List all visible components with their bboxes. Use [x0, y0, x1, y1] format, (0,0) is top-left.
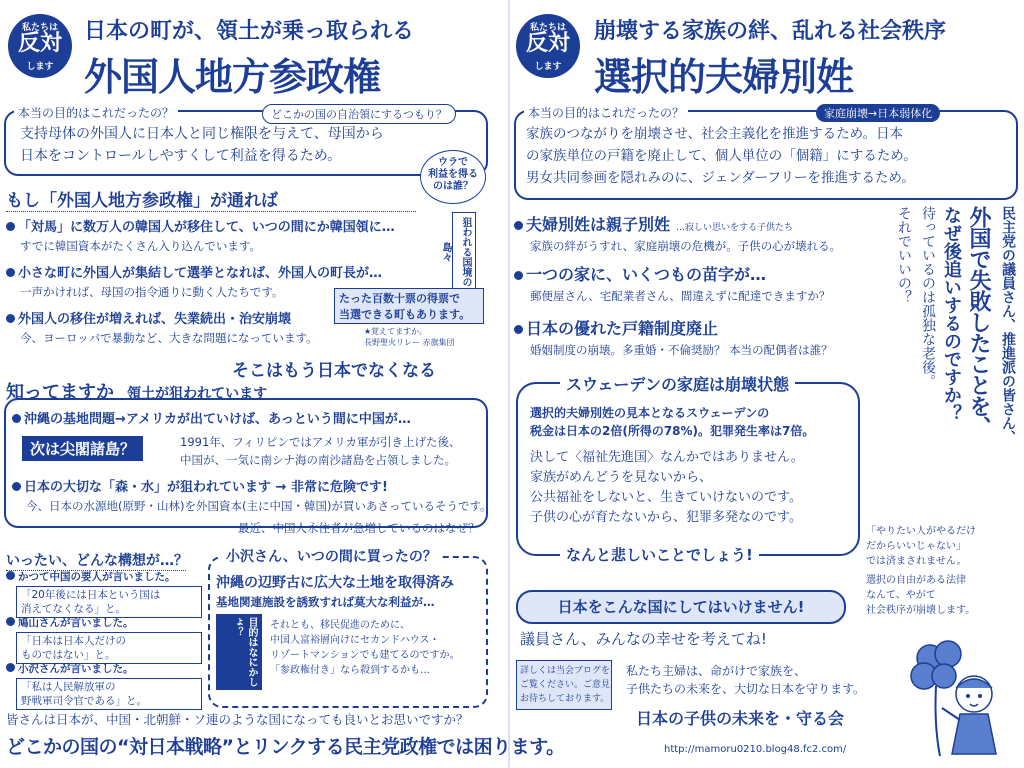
housewife-line-2: 子供たちの未来を、大切な日本を守ります。	[626, 682, 866, 696]
left-item-1-body: すでに韓国資本がたくさん入り込んでいます。	[20, 239, 261, 253]
remember-line-1: ★覚えてますか。	[364, 327, 428, 336]
remember-note	[364, 326, 455, 348]
left-item-3-text: 外国人の移住が増えれば、失業続出・治安崩壊	[18, 312, 292, 327]
badge-main-text: 反対	[17, 31, 62, 56]
bullet-icon	[514, 325, 523, 334]
right-purpose-line-3: 男女共同参画を隠れみのに、ジェンダーフリーを推進するため。	[526, 170, 915, 186]
ozawa-title: 小沢さん、いつの間に買ったの？	[222, 546, 441, 566]
badge-bottom-text: します	[534, 62, 562, 72]
left-question: 本当の目的はこれだったの？	[14, 104, 178, 121]
sweden-title: スウェーデンの家庭は崩壊状態	[560, 372, 795, 395]
housewife-message	[626, 662, 865, 698]
right-item-2-title	[514, 262, 766, 285]
vertical-message-col-2: 外国で失敗したことを、	[966, 206, 991, 437]
side-note-line-1: 「やりたい人がやるだけ	[866, 526, 976, 537]
quote-3	[6, 662, 202, 710]
left-title: 外国人地方参政権	[84, 55, 381, 99]
right-purpose-line-1: 家族のつながりを崩壊させ、社会主義化を推進するため。日本	[526, 126, 904, 142]
badge-main-text: 反対	[525, 31, 570, 56]
bullet-icon	[6, 222, 15, 231]
sweden-body-line-2: 家族がめんどうを見ないから、	[530, 470, 713, 485]
right-item-3-title	[514, 316, 718, 339]
forest-title-text: 日本の大切な「森・水」が狙われています → 非常に危険です!	[24, 480, 388, 495]
bubble-line-1: ウラで	[438, 157, 468, 168]
org-url: http://mamoru0210.blog48.fc2.com/	[664, 744, 847, 755]
forest-title	[12, 476, 388, 495]
right-item-3-body: 婚姻制度の崩壊。多重婚・不倫奨励？ 本当の配偶者は誰？	[530, 343, 833, 357]
okinawa-title-text: 沖縄の基地問題→アメリカが出ていけば、あっという間に中国が…	[24, 412, 411, 427]
concept-heading: いったい、どんな構想が…？	[6, 550, 186, 571]
sweden-body-line-4: 子供の心が育たないから、犯罪多発なのです。	[530, 510, 802, 525]
quote-2-line-2: ものではない」と。	[21, 649, 116, 661]
blog-note-line-3: お待ちしております。	[520, 694, 610, 704]
vertical-message-col-3: なぜ後追いするのですか？	[941, 206, 962, 422]
org-name: 日本の子供の未来を・守る会	[636, 709, 845, 728]
right-purpose-line-2: の家族単位の戸籍を廃止して、個人単位の「個籍」にするため。	[526, 148, 917, 164]
badge-bottom-text: します	[26, 62, 54, 72]
left-item-2-text: 小さな町に外国人が集結して選挙となれば、外国人の町長が…	[18, 266, 383, 281]
sad-message: なんと悲しいことでしょう!	[560, 544, 759, 565]
senkaku-label: 次は尖閣諸島？	[22, 436, 143, 461]
quote-2-line-1: 「日本は日本人だけの	[21, 635, 126, 647]
left-item-3-title	[6, 308, 291, 327]
quote-2-speaker: 鳩山さんが言いました。	[18, 617, 134, 629]
clover-mascot-illustration	[900, 636, 1018, 764]
badge-top-text: 私たちは	[529, 23, 566, 33]
forest-note: 最近、中国人永住者が急増しているのはなぜ？	[238, 521, 480, 535]
quote-1	[6, 570, 202, 618]
senkaku-line-2: 中国が、一気に南シナ海の南沙諸島を占領しました。	[180, 453, 456, 467]
left-item-2-body: 一声かければ、母国の指令通りに動く人たちです。	[20, 285, 284, 299]
left-item-2-title	[6, 262, 382, 281]
know-subheading: 領土が狙われています	[127, 386, 268, 402]
bullet-icon	[6, 314, 15, 323]
think-message: 議員さん、みんなの幸せを考えてね!	[520, 630, 767, 648]
bullet-icon	[514, 271, 523, 280]
vertical-message	[862, 206, 1018, 516]
quote-1-box	[16, 586, 202, 618]
left-purpose-line-2: 日本をコントロールしやすくして利益を得るため。	[20, 148, 342, 164]
quote-3-line-1: 「私は人民解放軍の	[21, 681, 116, 693]
ozawa-body-line-1: それとも、移民促進のために、	[270, 620, 410, 631]
right-item-2-text: 一つの家に、いくつもの苗字が…	[526, 265, 767, 284]
right-title: 選択的夫婦別姓	[594, 55, 854, 99]
hundred-votes-box	[334, 288, 484, 324]
know-heading: 知ってますか	[6, 382, 114, 403]
okinawa-title	[12, 408, 411, 427]
blog-note-line-2: ご覧ください。ご意見	[520, 680, 611, 690]
left-item-3-body: 今、ヨーロッパで暴動など、大きな問題になっています。	[20, 331, 318, 345]
closing-statement: どこかの国の“対日本戦略”とリンクする民主党政権では困ります。	[6, 736, 565, 758]
bullet-icon	[12, 482, 21, 491]
right-question-pill: 家庭崩壊→日本弱体化	[816, 104, 940, 122]
side-note-line-5: なんて、やがて	[866, 590, 936, 601]
quote-2-box	[16, 632, 202, 664]
right-item-1-note: …寂しい思いをする子供たち	[676, 223, 794, 233]
quote-1-line-2: 消えてなくなる」と。	[21, 603, 126, 615]
vertical-message-col-5: それでいいの？	[896, 206, 912, 304]
bottom-question: 皆さんは日本が、中国・北朝鮮・ソ連のような国になっても良いとお思いですか？	[6, 712, 469, 727]
bullet-icon	[12, 414, 21, 423]
right-item-1-title	[514, 212, 793, 235]
bubble-line-3: のは誰？	[433, 181, 473, 192]
ozawa-head: 沖縄の辺野古に広大な土地を取得済み	[216, 575, 454, 591]
quote-1-line-1: 「20年後には日本という国は	[21, 589, 161, 601]
right-item-3-text: 日本の優れた戸籍制度廃止	[526, 319, 719, 338]
left-question-pill: どこかの国の自治領にするつもり？	[262, 104, 456, 124]
vertical-message-col-1: 民主党の議員さん、推進派の皆さん、	[1000, 206, 1016, 444]
hundred-votes-line-2: 当選できる町もあります。	[339, 308, 471, 321]
quote-3-speaker: 小沢さんが言いました。	[18, 663, 134, 675]
ozawa-body-line-3: リゾートマンションでも建てるのですか。	[270, 650, 460, 661]
left-subtitle: 日本の町が、領土が乗っ取られる	[84, 19, 415, 44]
no-longer-japan: そこはもう日本でなくなる	[232, 361, 436, 381]
sweden-body	[530, 448, 804, 528]
side-note-line-4: 選択の自由がある法律	[866, 575, 966, 586]
oppose-badge-right	[516, 14, 580, 78]
bullet-icon	[6, 663, 15, 672]
sweden-body-line-3: 公共福祉をしないと、生きていけないのです。	[530, 490, 802, 505]
right-question: 本当の目的はこれだったの？	[524, 104, 688, 121]
ozawa-body-line-4: 「参政権付き」なら殺到するかも…	[270, 665, 430, 676]
ozawa-purpose-label: 目的はなにかしょ？	[216, 614, 262, 690]
bullet-icon	[6, 571, 15, 580]
clover-girl-icon	[900, 636, 1018, 764]
quote-3-line-2: 野戦軍司令官である」と。	[21, 695, 147, 707]
profit-bubble	[420, 150, 486, 204]
side-note-line-3: では済まされません。	[866, 556, 967, 567]
side-note-line-2: だからいいじゃない」	[866, 541, 966, 552]
housewife-line-1: 私たち主婦は、命がけで家族を、	[626, 664, 807, 678]
senkaku-line-1: 1991年、フィリピンではアメリカ軍が引き上げた後、	[180, 435, 461, 449]
hundred-votes-line-1: たった百数十票の得票で	[339, 292, 460, 305]
side-note	[866, 524, 976, 618]
bubble-line-2: 利益を得る	[428, 169, 478, 180]
blog-note	[516, 660, 612, 710]
oppose-badge	[8, 14, 72, 78]
quote-1-speaker: かつて中国の要人が言いました。	[18, 571, 176, 583]
right-item-1-body: 家族の絆がうすれ、家庭崩壊の危機が。子供の心が壊れる。	[530, 239, 842, 253]
forest-body: 今、日本の水源地(原野・山林)を外国資本(主に中国・韓国)が買いあさっているそうです。	[26, 499, 492, 513]
left-item-1-text: 「対馬」に数万人の韓国人が移住して、いつの間にか韓国領に…	[18, 220, 395, 235]
quote-2	[6, 616, 202, 664]
border-islands-label: 狙われる国境の島々	[452, 212, 476, 292]
if-heading: もし「外国人地方参政権」が通れば	[6, 186, 416, 212]
right-item-1-text: 夫婦別姓は親子別姓	[526, 215, 671, 234]
badge-top-text: 私たちは	[21, 23, 58, 33]
right-item-2-body: 郵便屋さん、宅配業者さん、間違えずに配達できますか？	[530, 289, 831, 303]
sweden-line-1: 選択的夫婦別姓の見本となるスウェーデンの	[530, 406, 770, 420]
bullet-icon	[514, 221, 523, 230]
right-subtitle: 崩壊する家族の絆、乱れる社会秩序	[594, 19, 947, 44]
left-item-1-title	[6, 216, 395, 235]
blog-note-line-1: 詳しくは当会ブログを	[520, 666, 611, 676]
banner: 日本をこんな国にしてはいけません!	[516, 590, 846, 624]
sweden-line-2: 税金は日本の2倍(所得の78%)。犯罪発生率は7倍。	[530, 424, 815, 438]
side-note-line-6: 社会秩序が崩壊します。	[866, 605, 976, 616]
bullet-icon	[6, 617, 15, 626]
quote-3-box	[16, 678, 202, 710]
vertical-message-col-4: 待っているのは孤独な老後。	[920, 206, 936, 388]
ozawa-body-line-2: 中国人富裕層向けにセカンドハウス・	[270, 635, 440, 646]
ozawa-body	[270, 618, 460, 678]
ozawa-sub: 基地関連施設を誘致すれば莫大な利益が…	[216, 595, 435, 609]
left-purpose-line-1: 支持母体の外国人に日本人と同じ権限を与えて、母国から	[20, 126, 384, 142]
sweden-body-line-1: 決して〈福祉先進国〉なんかではありません。	[530, 450, 804, 465]
bullet-icon	[6, 268, 15, 277]
remember-line-2: 長野聖火リレー 赤旗集団	[364, 338, 455, 347]
fold-line	[508, 0, 510, 768]
